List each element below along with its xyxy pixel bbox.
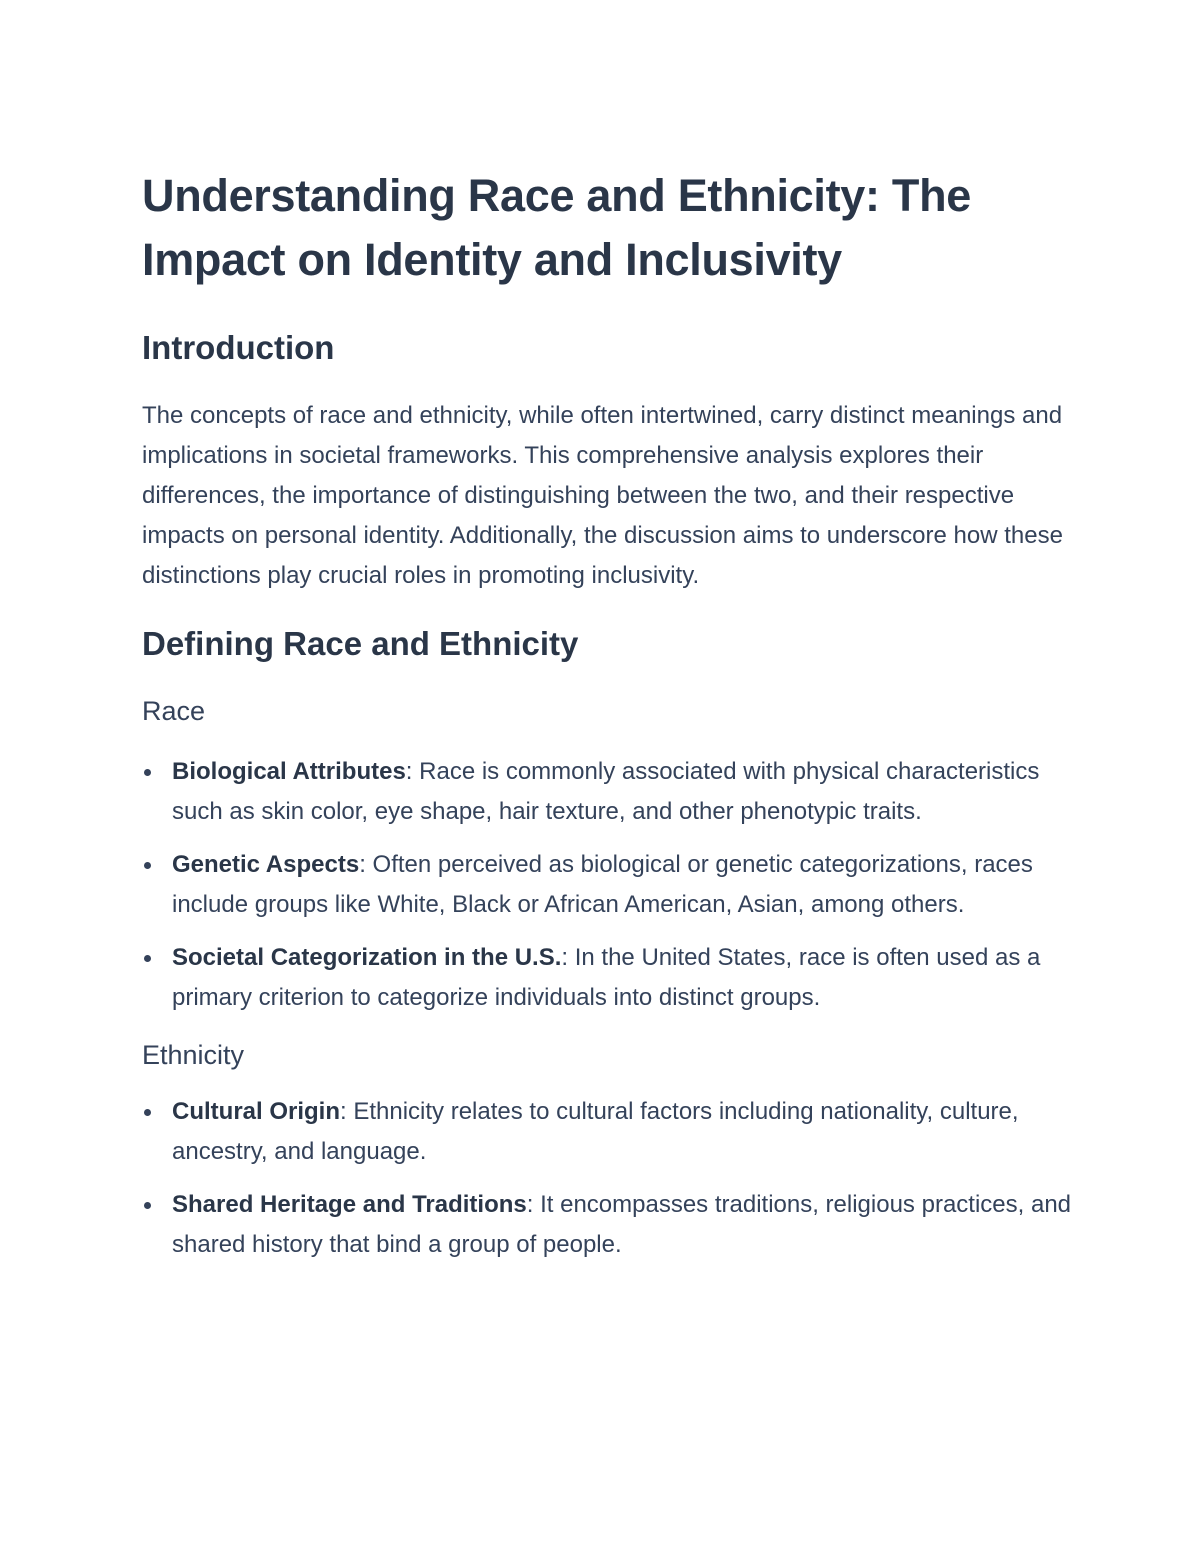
list-item: [142, 845, 1072, 925]
list-item-text: : Race is commonly associated with physical characteristics such as skin color, eye shape, hair texture, and other phenotypic traits.: [172, 758, 1040, 825]
list-item-term: Genetic Aspects: [172, 851, 360, 878]
list-item: [142, 752, 1072, 832]
list-item-term: Cultural Origin: [172, 1098, 340, 1125]
race-list: [142, 752, 1072, 1018]
list-item: [142, 1092, 1072, 1172]
list-item-text: : Often perceived as biological or genetic categorizations, races include groups like White, Black or African American, Asian, among others.: [172, 851, 1033, 918]
bullet-dot-icon: [144, 862, 151, 869]
list-item-term: Shared Heritage and Traditions: [172, 1191, 527, 1218]
bullet-dot-icon: [144, 1202, 151, 1209]
list-item-term: Societal Categorization in the U.S.: [172, 944, 562, 971]
list-item-text: : It encompasses traditions, religious practices, and shared history that bind a group of people.: [172, 1191, 1072, 1258]
document-title: Understanding Race and Ethnicity: The Impact on Identity and Inclusivity: [142, 170, 972, 285]
introduction-heading: Introduction: [142, 329, 335, 366]
race-subheading: Race: [142, 696, 206, 726]
bullet-dot-icon: [144, 955, 151, 962]
ethnicity-list: [142, 1092, 1072, 1265]
document-page: [142, 164, 1072, 1265]
ethnicity-subheading: Ethnicity: [142, 1040, 245, 1070]
list-item-text: : In the United States, race is often used as a primary criterion to categorize individuals into distinct groups.: [172, 944, 1041, 1011]
bullet-dot-icon: [144, 1109, 151, 1116]
bullet-dot-icon: [144, 769, 151, 776]
introduction-paragraph: The concepts of race and ethnicity, while often intertwined, carry distinct meanings and implications in societal frameworks. This comprehensive analysis explores their differences, the importance of distinguishing between the two, and their respective impacts on personal identity. Additionally, the discussion aims to underscore how these distinctions play crucial roles in promoting inclusivity.: [142, 402, 1063, 589]
list-item: [142, 1185, 1072, 1265]
defining-heading: Defining Race and Ethnicity: [142, 625, 579, 662]
list-item: [142, 938, 1072, 1018]
list-item-text: : Ethnicity relates to cultural factors including nationality, culture, ancestry, and language.: [172, 1098, 1019, 1165]
list-item-term: Biological Attributes: [172, 758, 406, 785]
